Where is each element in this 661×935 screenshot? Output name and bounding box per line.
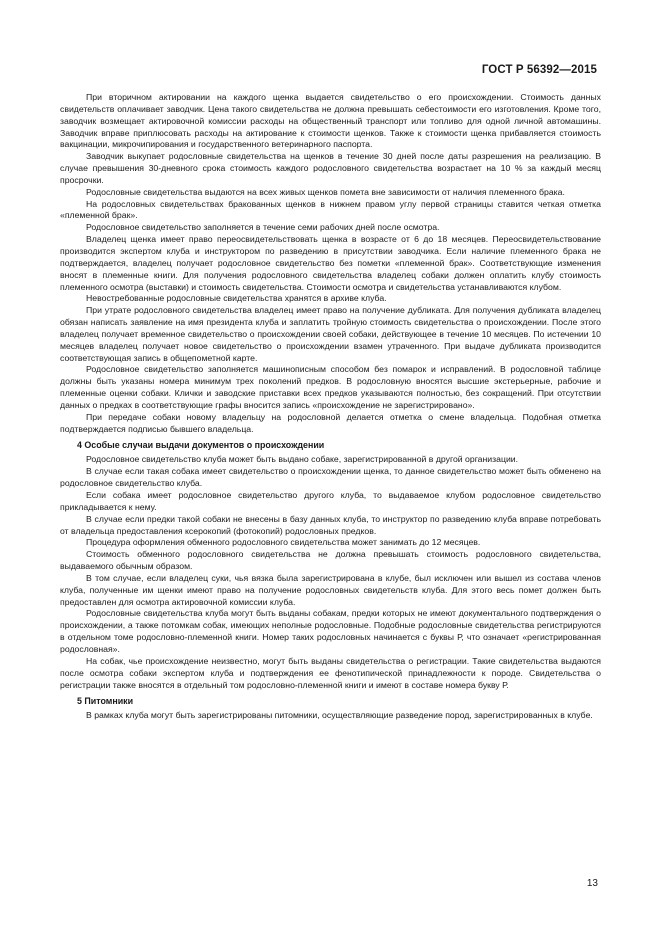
paragraph: Заводчик выкупает родословные свидетельства на щенков в течение 30 дней после даты разрешения на реализацию. В случае превышения 30-дневного срока стоимость каждого родословного свидетельства возрастает на 10 % за каждый месяц просрочки. xyxy=(60,151,601,185)
paragraph: Родословное свидетельство заполняется в течение семи рабочих дней после осмотра. xyxy=(86,222,440,233)
paragraph: На родословных свидетельствах бракованных щенков в нижнем правом углу первой страницы ставится четкая отметка «племенной брак». xyxy=(60,198,601,221)
paragraph: В рамках клуба могут быть зарегистрированы питомники, осуществляющие разведение пород, зарегистрированных в клубе. xyxy=(86,710,593,721)
page-number: 13 xyxy=(586,878,598,889)
paragraph: При вторичном актировании на каждого щенка выдается свидетельство о его происхождении. Стоимость данных свидетельств оплачивает заводчик. Цена такого свидетельства не должна превышать себестоимости его изготовления. Кроме того, заводчик возмещает актировочной комиссии расходы на общественный транспорт или топливо для одной личной автомашины. Заводчик вправе приплюсовать расходы на актирование к стоимости щенков. Также к стоимости щенка прибавляется стоимость вакцинации, микрочипирования и государственного ветеринарного паспорта. xyxy=(60,92,601,150)
paragraph: Владелец щенка имеет право переосвидетельствовать щенка в возрасте от 6 до 18 месяцев. Переосвидетельствование производится экспертом клуба и инструктором по разведению в присутствии заводчика. Если наличие племенного брака не подтверждается, владелец получает родословное свидетельство без пометки «племенной брак». Соответствующие изменения вносят в племенные книги. Для получения родословного свидетельства владелец собаки должен оплатить клубу стоимость племенного осмотра (выставки) и стоимость свидетельства. Стоимости осмотра и свидетельства устанавливаются клубом. xyxy=(60,234,601,292)
section-4-heading: 4 Особые случаи выдачи документов о происхождении xyxy=(77,440,325,451)
paragraph: Невостребованные родословные свидетельства хранятся в архиве клуба. xyxy=(86,293,387,304)
paragraph: При передаче собаки новому владельцу на родословной делается отметка о смене владельца. Подобная отметка подтверждается подписью бывшего владельца. xyxy=(60,411,601,434)
section-5-heading: 5 Питомники xyxy=(77,696,134,707)
paragraph: Родословное свидетельство заполняется машинописным способом без помарок и исправлений. В родословной таблице должны быть указаны номера минимум трех поколений предков. В родословную вносятся высшие экстерьерные, рабочие и племенные оценки собаки. Клички и заводские приставки всех предков указываются полностью, без сокращений. При отсутствии данных о предках в соответствующие графы вносится запись «происхождение не зарегистрировано». xyxy=(60,364,601,410)
paragraph: При утрате родословного свидетельства владелец имеет право на получение дубликата. Для получения дубликата владелец обязан написать заявление на имя президента клуба и заплатить тройную стоимость свидетельства о происхождении. После этого владелец получает временное свидетельство о происхождении своей собаки, действующее в течение 10 месяцев. По истечении 10 месяцев владелец получает новое свидетельство о происхождении взамен утраченного. При выдаче дубликата производится соответствующая запись в общепометной карте. xyxy=(60,305,601,363)
paragraph: На собак, чье происхождение неизвестно, могут быть выданы свидетельства о регистрации. Такие свидетельства выдаются после осмотра собаки экспертом клуба и подтверждения ее фенотипической принадлежности к породе. Свидетельства о регистрации также вносятся в отдельный том родословно-племенной книги и имеют в составе номера букву Р. xyxy=(60,655,601,690)
paragraph: В том случае, если владелец суки, чья вязка была зарегистрирована в клубе, был исключен или вышел из состава членов клуба, полученные им щенки имеют право на получение родословных свидетельств клуба. Для этого весь помет должен быть предоставлен для осмотра актировочной комиссии клуба. xyxy=(60,572,601,607)
paragraph: Родословные свидетельства клуба могут быть выданы собакам, предки которых не имеют документального подтверждения о происхождении, а также потомкам собак, имеющих неполные родословные. Подобные родословные свидетельства регистрируются в отдельном томе родословно-племенной книги. Номер таких родословных начинается с буквы Р, что означает «регистрированная родословная». xyxy=(60,608,601,654)
standard-code-header: ГОСТ Р 56392—2015 xyxy=(481,64,597,76)
paragraph: Родословное свидетельство клуба может быть выдано собаке, зарегистрированной в другой организации. xyxy=(86,454,519,465)
paragraph: Стоимость обменного родословного свидетельства не должна превышать стоимость родословного свидетельства, выдаваемого обычным образом. xyxy=(60,549,601,572)
paragraph: В случае если предки такой собаки не внесены в базу данных клуба, то инструктор по разведению клуба вправе потребовать от владельца предоставления ксерокопий (фотокопий) родословных предков. xyxy=(60,513,601,536)
paragraph: Если собака имеет родословное свидетельство другого клуба, то выдаваемое клубом родословное свидетельство прикладывается к нему. xyxy=(60,490,601,512)
paragraph: Процедура оформления обменного родословного свидетельства может занимать до 12 месяцев. xyxy=(86,537,481,548)
paragraph: Родословные свидетельства выдаются на всех живых щенков помета вне зависимости от наличия племенного брака. xyxy=(86,186,565,197)
document-body xyxy=(60,92,601,722)
paragraph: В случае если такая собака имеет свидетельство о происхождении щенка, то данное свидетельство может быть обменено на родословное свидетельство клуба. xyxy=(60,466,601,489)
